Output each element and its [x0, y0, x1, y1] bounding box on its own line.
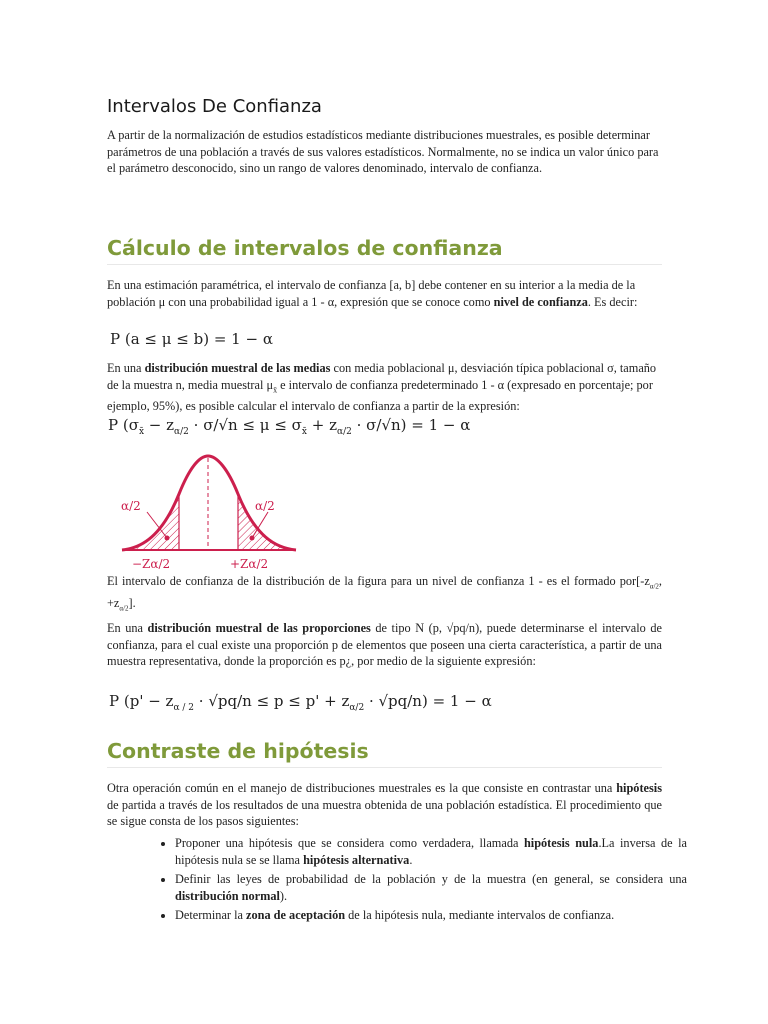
formula-part: · √pq/n ≤ p ≤ p' + z — [194, 692, 350, 710]
text-run: ]. — [128, 595, 136, 610]
subscript: α / 2 — [173, 703, 195, 713]
subscript: α/2 — [349, 703, 365, 713]
formula-part: · √pq/n) = 1 − α — [364, 692, 492, 710]
subscript: x̄ — [138, 427, 145, 437]
text-run: Proponer una hipótesis que se considera como verdadera, llamada — [175, 836, 524, 850]
paragraph-figure-interval — [107, 573, 662, 617]
paragraph-sample-means — [107, 360, 662, 415]
paragraph-estimation — [107, 277, 662, 310]
normal-distribution-figure — [107, 444, 322, 574]
list-item — [175, 907, 687, 924]
text-run: Definir las leyes de probabilidad de la población y de la muestra (en general, se considera una — [175, 872, 687, 886]
bold-term: distribución muestral de las medias — [144, 361, 331, 375]
list-item — [175, 835, 687, 868]
text-run: En una — [107, 361, 145, 375]
text-run: con media poblacional μ, desviación típica poblacional σ, tamaño de la muestra n, media muestral μ — [107, 361, 657, 392]
right-z-label: +Zα/2 — [230, 557, 269, 571]
intro-paragraph: A partir de la normalización de estudios estadísticos mediante distribuciones muestrales, es posible determinar parámetros de una población a través de sus valores estadísticos. Normalmente, no se indica un valor único para el parámetro desconocido, sino un rango de valores denominado, intervalo de confianza. — [107, 128, 659, 175]
text-run: .La inversa de la hipótesis nula se se llama — [175, 836, 687, 867]
formula-part: · σ/√n ≤ μ ≤ σ — [188, 416, 302, 434]
bold-term: nivel de confianza — [493, 294, 588, 309]
left-alpha-label: α/2 — [121, 499, 141, 513]
subscript: α/2 — [337, 427, 352, 437]
text-run: de tipo N (p, √pq/n), puede determinarse el intervalo de confianza, para el cual existe una proporción p de elementos que poseen una cierta característica, a partir de una muestra representativa, donde la proporción es p¿, por medio de la siguiente expresión: — [107, 621, 662, 668]
subscript: α/2 — [649, 582, 659, 591]
text-run: . — [409, 852, 413, 867]
text-run: de partida a través de los resultados de una muestra obtenida de una población estadística. El procedimiento que se sigue consta de los pasos siguientes: — [107, 797, 662, 828]
subscript: α/2 — [119, 604, 129, 613]
text-run: Determinar la — [175, 908, 247, 922]
text-run: de la hipótesis nula, mediante intervalos de confianza. — [345, 908, 615, 922]
formula-confidence-level: P (a ≤ μ ≤ b) = 1 − α — [110, 330, 273, 348]
bold-term: hipótesis nula — [523, 836, 599, 850]
page-title: Intervalos De Confianza — [107, 96, 322, 117]
left-z-label: −Zα/2 — [132, 557, 171, 571]
paragraph-proportions — [107, 620, 662, 670]
section-heading-intervals: Cálculo de intervalos de confianza — [107, 236, 662, 265]
section-heading-hypothesis: Contraste de hipótesis — [107, 739, 662, 768]
subscript: x̄ — [301, 427, 307, 437]
paragraph-hypothesis-intro — [107, 780, 662, 830]
bold-term: hipótesis alternativa — [303, 852, 410, 867]
formula-part: P (σ — [108, 416, 139, 434]
text-run: ). — [279, 888, 288, 903]
formula-part: · σ/√n) = 1 − α — [351, 416, 471, 434]
text-run: Otra operación común en el manejo de distribuciones muestrales es la que consiste en contrastar una — [107, 781, 617, 795]
bold-term: zona de aceptación — [246, 908, 346, 922]
bold-term: hipótesis — [616, 781, 662, 795]
right-pointer-dot — [250, 536, 255, 541]
text-run: En una — [107, 621, 148, 635]
subscript: α/2 — [174, 427, 189, 437]
formula-part: − z — [144, 416, 175, 434]
formula-part: P (p' − z — [109, 692, 174, 710]
formula-part: + z — [306, 416, 337, 434]
formula-proportion-interval — [109, 692, 492, 713]
hypothesis-steps-list — [150, 835, 687, 927]
text-run: . Es decir: — [587, 294, 638, 309]
formula-mean-interval — [108, 416, 470, 437]
list-item — [175, 871, 687, 904]
text-run: , +z — [107, 574, 662, 610]
subscript: x̄ — [273, 384, 278, 394]
text-run: En una estimación paramétrica, el intervalo de confianza [a, b] debe contener en su interior a la media de la población μ con una probabilidad igual a 1 - α, expresión que se conoce como — [107, 278, 636, 309]
bold-term: distribución muestral de las proporciones — [147, 621, 371, 635]
text-run: El intervalo de confianza de la distribución de la figura para un nivel de confianza 1 - es el formado por[-z — [107, 574, 650, 588]
bell-curve-svg — [107, 444, 322, 574]
left-pointer-dot — [165, 536, 170, 541]
right-alpha-label: α/2 — [255, 499, 275, 513]
text-run: e intervalo de confianza predeterminado 1 - α (expresado en porcentaje; por ejemplo, 95%), es posible calcular el intervalo de confianza a partir de la expresión: — [107, 377, 653, 414]
bold-term: distribución normal — [175, 888, 280, 903]
